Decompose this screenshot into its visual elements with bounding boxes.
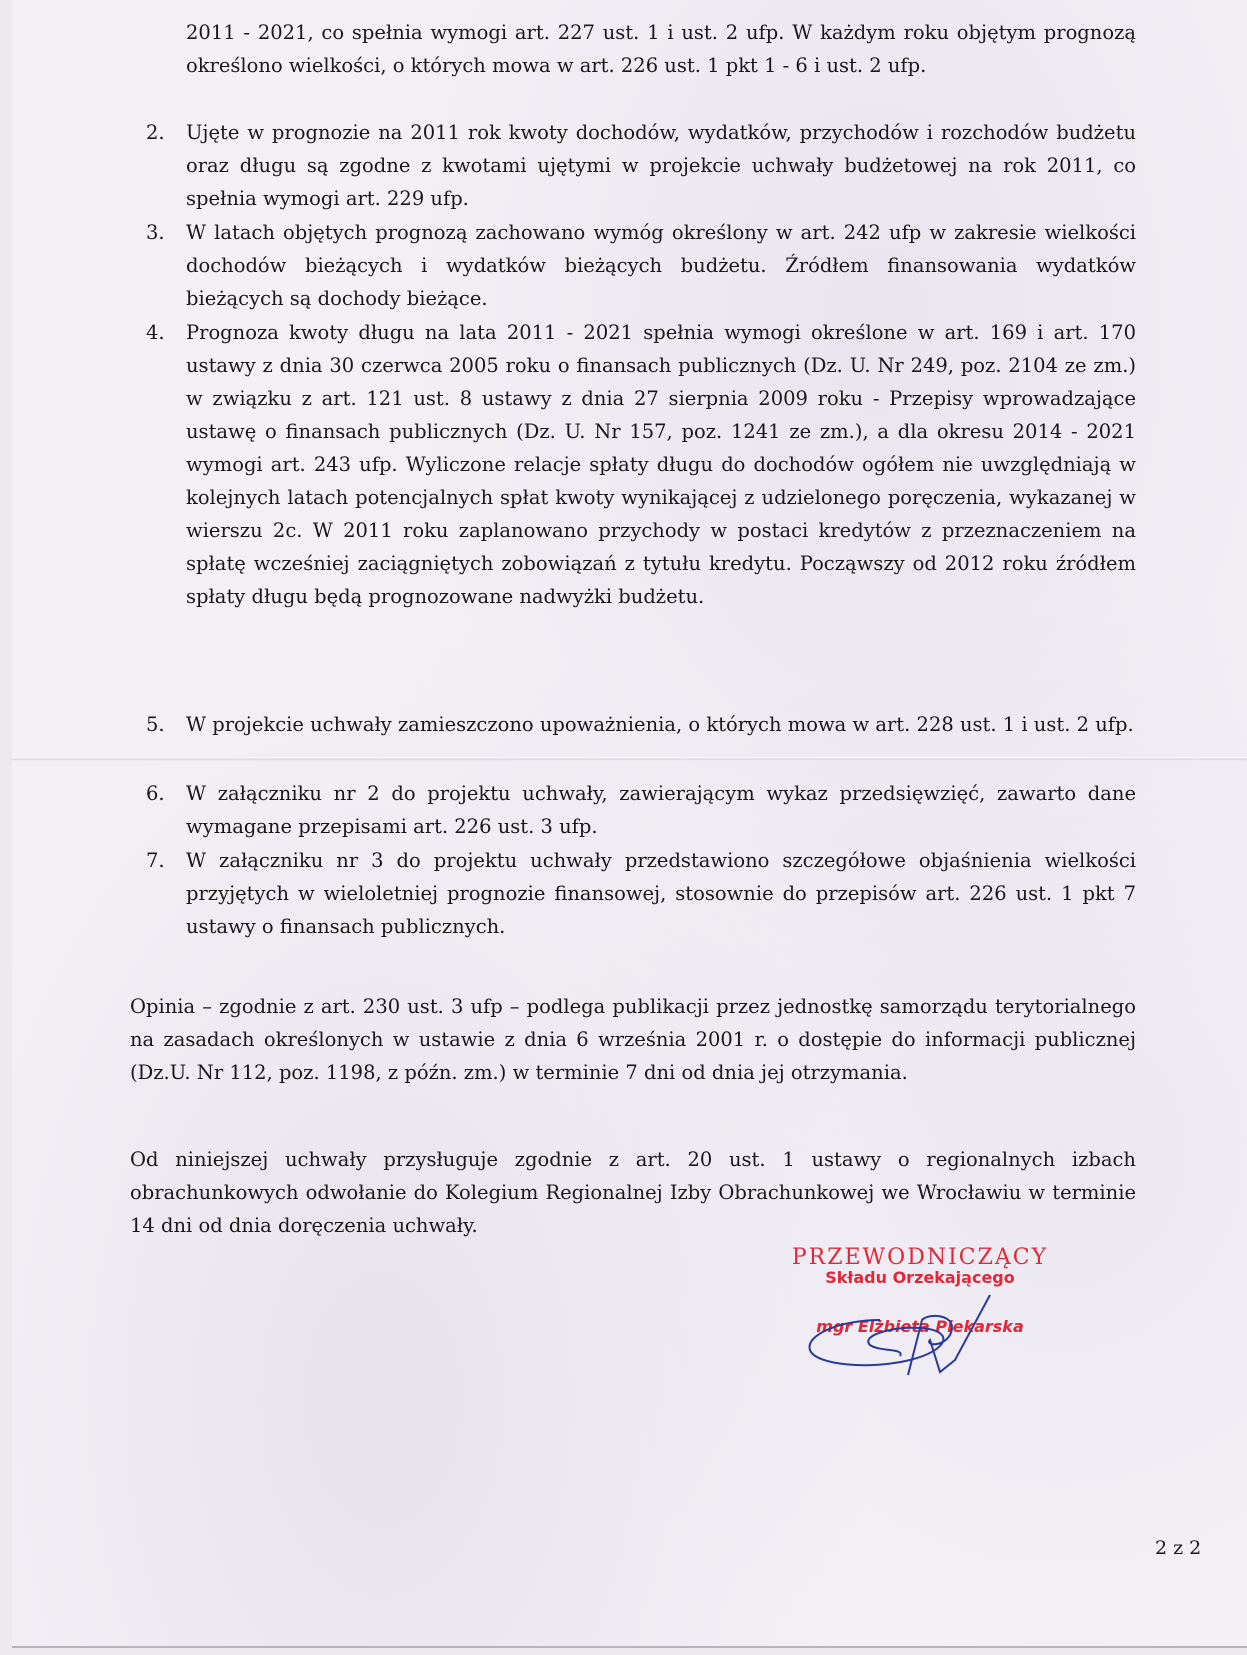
item-number: 3. [146, 221, 165, 244]
publication-paragraph [130, 990, 1136, 1089]
paper-fold-crease [12, 757, 1247, 761]
list-item-continued [186, 16, 1136, 82]
stamp-title: PRZEWODNICZĄCY [791, 1245, 1049, 1270]
item-text: Prognoza kwoty długu na lata 2011 - 2021 spełnia wymogi określone w art. 169 i art. 170 ustawy z dnia 30 czerwca 2005 roku o finansach publicznych (Dz. U. Nr 249, poz. 2104 ze zm.) w związku z art. 121 ust. 8 ustawy z dnia 27 sierpnia 2009 roku - Przepisy wprowadzające ustawę o finansach publicznych (Dz. U. Nr 157, poz. 1241 ze zm.), a dla okresu 2014 - 2021 wymogi art. 243 ufp. Wyliczone relacje spłaty długu do dochodów ogółem nie uwzględniają w kolejnych latach potencjalnych spłat kwoty wynikającej z udzielonego poręczenia, wykazanej w wierszu 2c. W 2011 roku zaplanowano przychody w postaci kredytów z przeznaczeniem na spłatę wcześniej zaciągniętych zobowiązań z tytułu kredytu. Począwszy od 2012 roku źródłem spłaty długu będą prognozowane nadwyżki budżetu. [186, 321, 1136, 608]
page-number: 2 z 2 [1155, 1537, 1202, 1559]
item-text: W latach objętych prognozą zachowano wymóg określony w art. 242 ufp w zakresie wielkości dochodów bieżących i wydatków bieżących budżetu. Źródłem finansowania wydatków bieżących są dochody bieżące. [186, 221, 1136, 310]
list-item [146, 844, 1136, 943]
item-text: Ujęte w prognozie na 2011 rok kwoty dochodów, wydatków, przychodów i rozchodów budżetu oraz długu są zgodne z kwotami ujętymi w projekcie uchwały budżetowej na rok 2011, co spełnia wymogi art. 229 ufp. [186, 121, 1136, 210]
item-text: 2011 - 2021, co spełnia wymogi art. 227 ust. 1 i ust. 2 ufp. W każdym roku objętym prognozą określono wielkości, o których mowa w art. 226 ust. 1 pkt 1 - 6 i ust. 2 ufp. [186, 21, 1136, 77]
stamp-name: mgr Elżbieta Piekarska [816, 1317, 1024, 1336]
item-number: 2. [146, 121, 165, 144]
stamp-subtitle: Składu Orzekającego [825, 1268, 1015, 1287]
appeal-paragraph [130, 1143, 1136, 1242]
list-item [146, 216, 1136, 315]
list-item [146, 116, 1136, 215]
list-item [146, 777, 1136, 843]
handwritten-signature [800, 1290, 1020, 1400]
paragraph-text: Opinia – zgodnie z art. 230 ust. 3 ufp – podlega publikacji przez jednostkę samorządu terytorialnego na zasadach określonych w ustawie z dnia 6 września 2001 r. o dostępie do informacji publicznej (Dz.U. Nr 112, poz. 1198, z późn. zm.) w terminie 7 dni od dnia jej otrzymania. [130, 995, 1136, 1084]
item-text: W załączniku nr 2 do projektu uchwały, zawierającym wykaz przedsięwzięć, zawarto dane wymagane przepisami art. 226 ust. 3 ufp. [186, 782, 1136, 838]
paragraph-text: Od niniejszej uchwały przysługuje zgodnie z art. 20 ust. 1 ustawy o regionalnych izbach obrachunkowych odwołanie do Kolegium Regionalnej Izby Obrachunkowej we Wrocławiu w terminie 14 dni od dnia doręczenia uchwały. [130, 1148, 1136, 1237]
list-item [146, 316, 1136, 613]
item-text: W projekcie uchwały zamieszczono upoważnienia, o których mowa w art. 228 ust. 1 i ust. 2 ufp. [186, 713, 1134, 736]
item-number: 7. [146, 849, 165, 872]
list-item [146, 708, 1136, 741]
item-number: 4. [146, 321, 165, 344]
item-number: 5. [146, 713, 165, 736]
item-number: 6. [146, 782, 165, 805]
item-text: W załączniku nr 3 do projektu uchwały przedstawiono szczegółowe objaśnienia wielkości przyjętych w wieloletniej prognozie finansowej, stosownie do przepisów art. 226 ust. 1 pkt 7 ustawy o finansach publicznych. [186, 849, 1136, 938]
